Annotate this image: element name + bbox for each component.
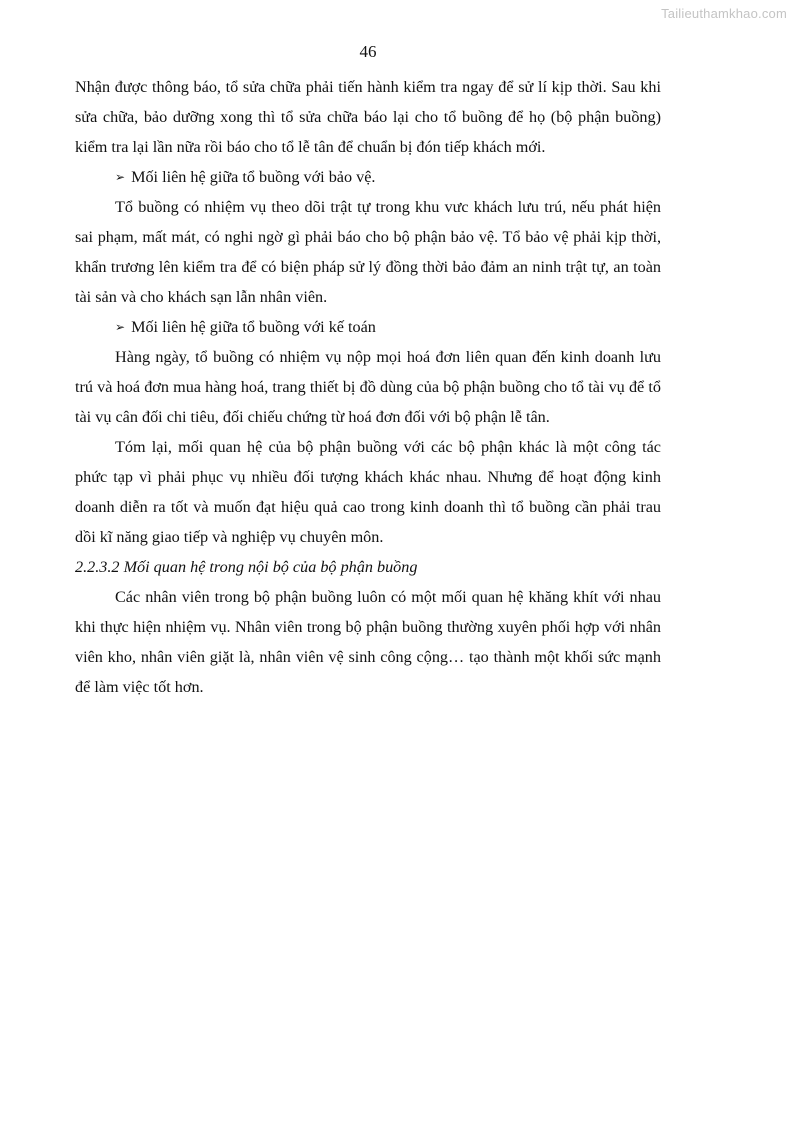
paragraph-security: Tổ buồng có nhiệm vụ theo dõi trật tự trong khu vưc khách lưu trú, nếu phát hiện sai phạm, mất mát, có nghi ngờ gì phải báo cho bộ phận bảo vệ. Tổ bảo vệ phải kịp thời, khẩn trương lên kiểm tra để có biện pháp sử lý đồng thời bảo đảm an ninh trật tự, an toàn tài sản và cho khách sạn lẫn nhân viên. (75, 198, 661, 306)
bullet-accounting-relation (75, 312, 661, 342)
arrow-bullet-icon: ➢ (115, 170, 126, 184)
section-heading: 2.2.3.2 Mối quan hệ trong nội bộ của bộ phận buồng (75, 558, 418, 576)
document-body (75, 72, 661, 702)
page-number: 46 (359, 42, 377, 61)
paragraph-accounting: Hàng ngày, tổ buồng có nhiệm vụ nộp mọi hoá đơn liên quan đến kinh doanh lưu trú và hoá đơn mua hàng hoá, trang thiết bị đồ dùng của bộ phận buồng cho tổ tài vụ để tổ tài vụ cân đối chi tiêu, đối chiếu chứng từ hoá đơn đối với bộ phận lễ tân. (75, 348, 661, 426)
bullet-label: Mối liên hệ giữa tổ buồng với kế toán (131, 318, 376, 336)
bullet-label: Mối liên hệ giữa tổ buồng với bảo vệ. (131, 168, 376, 186)
paragraph-internal-relations: Các nhân viên trong bộ phận buồng luôn có một mối quan hệ khăng khít với nhau khi thực hiện nhiệm vụ. Nhân viên trong bộ phận buồng thường xuyên phối hợp với nhân viên kho, nhân viên giặt là, nhân viên vệ sinh công cộng… tạo thành một khối sức mạnh để làm việc tốt hơn. (75, 588, 661, 696)
paragraph-continuation: Nhận được thông báo, tổ sửa chữa phải tiến hành kiểm tra ngay để sử lí kịp thời. Sau khi sửa chữa, bảo dưỡng xong thì tổ sửa chữa báo lại cho tổ buồng để họ (bộ phận buồng) kiểm tra lại lần nữa rồi báo cho tổ lễ tân để chuẩn bị đón tiếp khách mới. (75, 78, 661, 156)
bullet-security-relation (75, 162, 661, 192)
paragraph-summary: Tóm lại, mối quan hệ của bộ phận buồng với các bộ phận khác là một công tác phức tạp vì phải phục vụ nhiều đối tượng khách khác nhau. Nhưng để hoạt động kinh doanh diễn ra tốt và muốn đạt hiệu quả cao trong kinh doanh thì tổ buồng cần phải trau dồi kĩ năng giao tiếp và nghiệp vụ chuyên môn. (75, 438, 661, 546)
watermark: Tailieuthamkhao.com (661, 6, 787, 21)
arrow-bullet-icon: ➢ (115, 320, 126, 334)
